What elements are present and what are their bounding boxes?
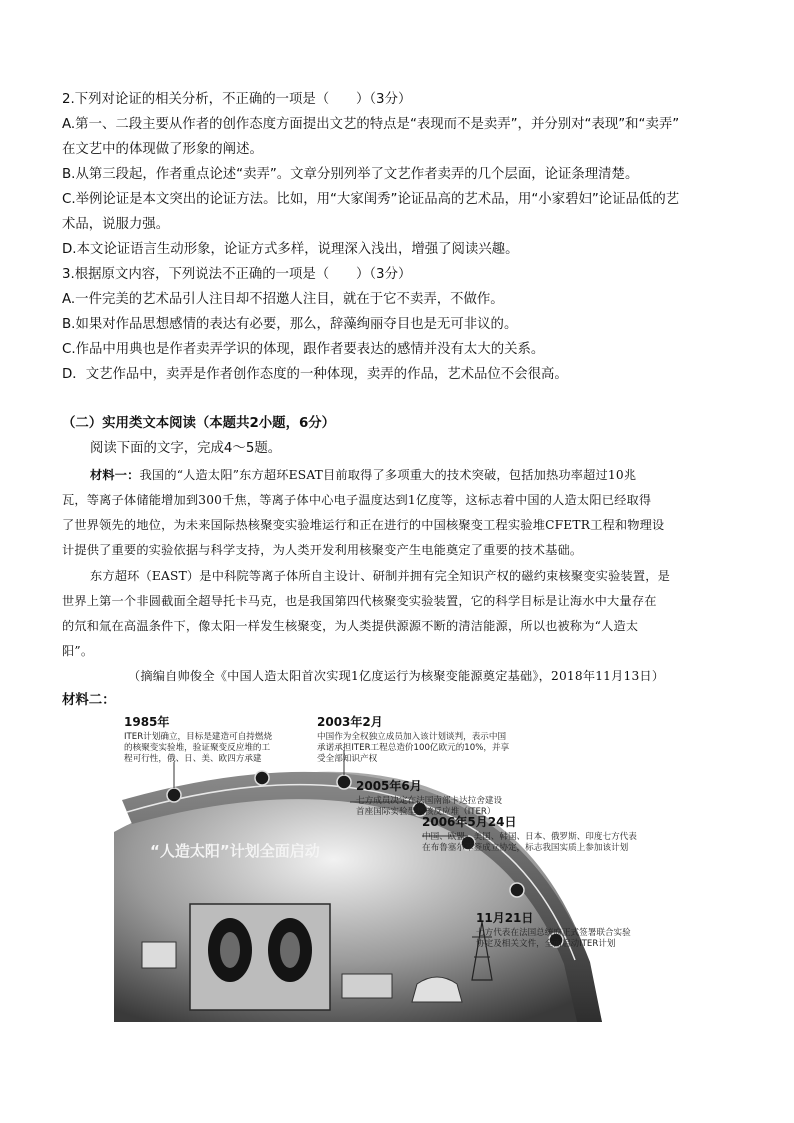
iter-timeline-figure [112, 712, 672, 1022]
event-text: ITER计划确立，目标是建造可自持燃烧 [124, 732, 273, 742]
event-text: 七方代表在法国总统府正式签署联合实验 [476, 928, 631, 938]
timeline-event-2005 [356, 778, 503, 817]
material1-p2-line4: 阳”。 [62, 644, 94, 658]
event-text: 协定及相关文件，全面启动ITER计划 [476, 939, 616, 949]
event-text: 首座国际实验型热核反应堆（ITER） [356, 807, 496, 817]
event-text: 的核聚变实验堆，验证聚变反应堆的工 [124, 743, 271, 753]
event-date: 2003年2月 [317, 715, 383, 729]
timeline-event-2006 [422, 814, 637, 853]
section-instruction: 阅读下面的文字，完成4～5题。 [90, 441, 282, 456]
event-text: 七方成员决定在法国南部卡达拉舍建设 [356, 796, 503, 806]
figure-banner: “人造太阳”计划全面启动 [150, 842, 320, 860]
event-date: 11月21日 [476, 911, 534, 925]
material1-line4: 计提供了重要的实验依据与科学支持，为人类开发利用核聚变产生电能奠定了重要的技术基础。 [62, 543, 583, 557]
timeline-event-2003 [317, 714, 510, 764]
q2-option-a: A.第一、二段主要从作者的创作态度方面提出文艺的特点是“表现而不是卖弄”，并分别对“表现”和“卖弄” [62, 117, 680, 132]
timeline-node [255, 771, 269, 785]
event-date: 2006年5月24日 [422, 815, 517, 829]
event-text: 程可行性，俄、日、美、欧四方承建 [124, 754, 262, 764]
event-text: 在布鲁塞尔草签成立协定，标志我国实质上参加该计划 [422, 843, 629, 853]
q2-stem: 2.下列对论证的相关分析，不正确的一项是（ ）（3分） [62, 92, 412, 107]
q2-option-c: C.举例论证是本文突出的论证方法。比如，用“大家闺秀”论证品高的艺术品，用“小家碧妇”论证品低的艺 [62, 192, 680, 207]
timeline-event-1985 [124, 714, 272, 764]
section-heading: （二）实用类文本阅读（本题共2小题，6分） [62, 416, 336, 431]
timeline-node [337, 775, 351, 789]
material1-line2: 瓦，等离子体储能增加到300千焦，等离子体中心电子温度达到1亿度等，这标志着中国的人造太阳已经取得 [62, 493, 652, 507]
q3-option-d: D．文艺作品中，卖弄是作者创作态度的一种体现，卖弄的作品，艺术品位不会很高。 [62, 367, 568, 382]
q2-option-a-cont: 在文艺中的体现做了形象的阐述。 [62, 142, 263, 157]
q2-option-b: B.从第三段起，作者重点论述“卖弄”。文章分别列举了文艺作者卖弄的几个层面，论证条理清楚。 [62, 167, 639, 182]
q3-option-a: A.一件完美的艺术品引人注目却不招邀人注目，就在于它不卖弄，不做作。 [62, 292, 504, 307]
q3-option-c: C.作品中用典也是作者卖弄学识的体现，跟作者要表达的感情并没有太大的关系。 [62, 342, 545, 357]
material1-line1: 材料一：我国的“人造太阳”东方超环ESAT目前取得了多项重大的技术突破，包括加热功率超过10兆 [90, 468, 637, 482]
material2-label: 材料二： [62, 693, 116, 708]
material1-label: 材料一： [90, 468, 140, 482]
event-text: 中国作为全权独立成员加入该计划谈判，表示中国 [317, 732, 507, 742]
timeline-node [510, 883, 524, 897]
material1-source: （摘编自帅俊全《中国人造太阳首次实现1亿度运行为核聚变能源奠定基础》，2018年11月13日） [128, 669, 665, 683]
event-text: 承诺承担ITER工程总造价100亿欧元的10%，并享 [317, 743, 510, 753]
q3-stem: 3.根据原文内容，下列说法不正确的一项是（ ）（3分） [62, 267, 412, 282]
material1-p2-line3: 的氘和氚在高温条件下，像太阳一样发生核聚变，为人类提供源源不断的清洁能源，所以也被称为“人造太 [62, 619, 639, 633]
q2-option-d: D.本文论证语言生动形象，论证方式多样，说理深入浅出，增强了阅读兴趣。 [62, 242, 519, 257]
material1-p2-line2: 世界上第一个非圆截面全超导托卡马克，也是我国第四代核聚变实验装置，它的科学目标是让海水中大量存在 [62, 594, 657, 608]
timeline-node [167, 788, 181, 802]
event-date: 2005年6月 [356, 779, 422, 793]
material1-line3: 了世界领先的地位，为未来国际热核聚变实验堆运行和正在进行的中国核聚变工程实验堆CFETR工程和物理设 [62, 518, 665, 532]
q2-option-c-cont: 术品，说服力强。 [62, 217, 170, 232]
material1-p2-line1: 东方超环（EAST）是中科院等离子体所自主设计、研制并拥有完全知识产权的磁约束核聚变实验装置，是 [90, 569, 671, 583]
event-text: 受全部知识产权 [317, 754, 378, 764]
event-date: 1985年 [124, 715, 170, 729]
q3-option-b: B.如果对作品思想感情的表达有必要，那么，辞藻绚丽夺目也是无可非议的。 [62, 317, 518, 332]
event-text: 中国、欧盟、美国、韩国、日本、俄罗斯、印度七方代表 [422, 832, 637, 842]
